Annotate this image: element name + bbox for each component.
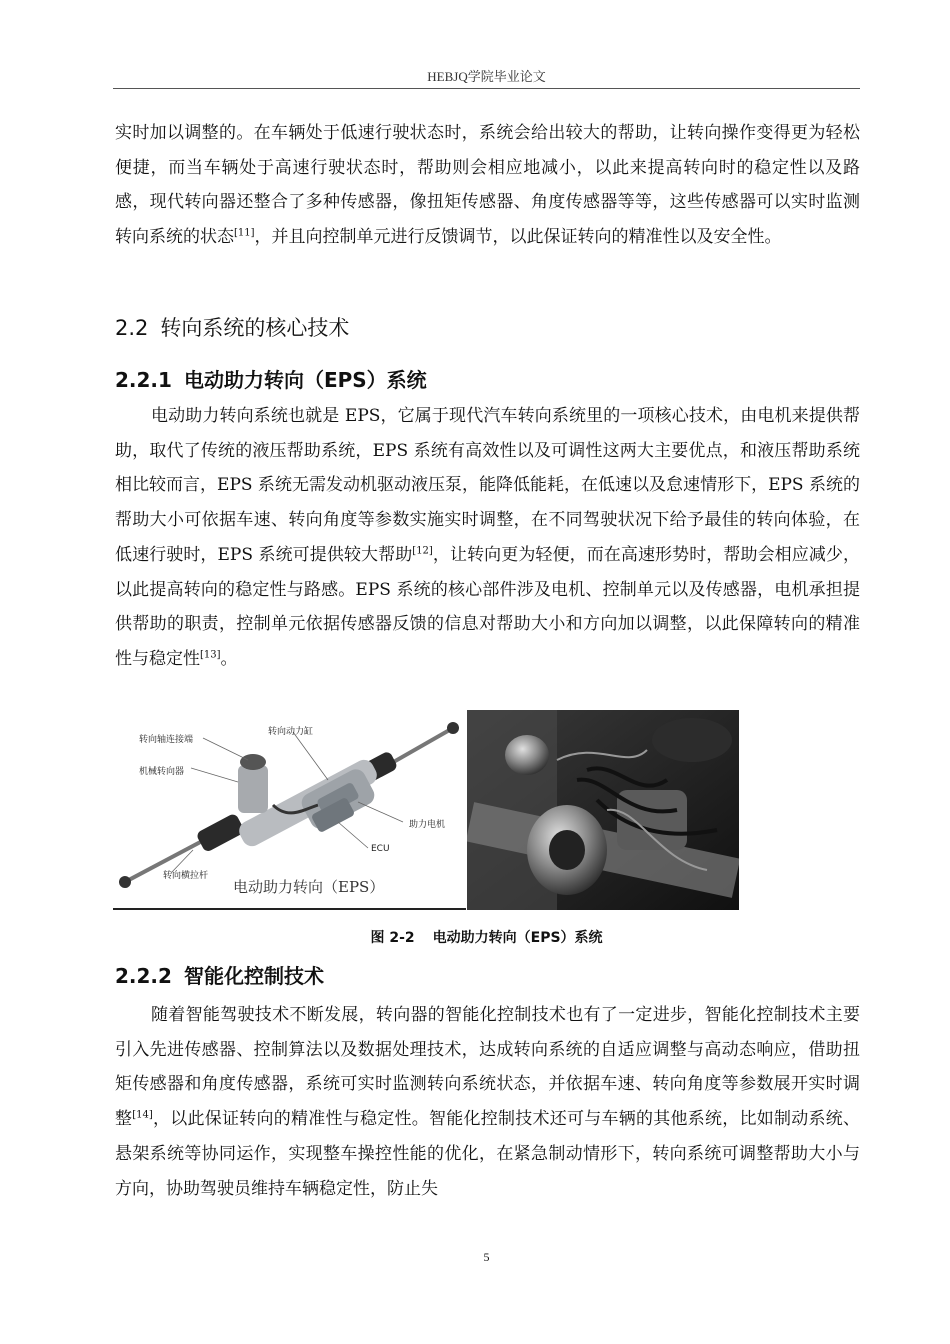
diagram-title: 电动助力转向（EPS） (233, 878, 385, 896)
section-number: 2.2 (115, 316, 149, 340)
figure-eps-diagram (113, 710, 466, 910)
paragraph-eps (115, 399, 860, 677)
caption-number: 图 2-2 (370, 930, 415, 946)
label-ecu: ECU (371, 844, 390, 854)
paragraph-text: 电动助力转向系统也就是 EPS，它属于现代汽车转向系统里的一项核心技术，由电机来提供帮助，取代了传统的液压帮助系统，EPS 系统有高效性以及可调性这两大主要优点，和液压帮助系统相比较而言，EPS 系统无需发动机驱动液压泵，能降低能耗，在低速以及怠速情形下，EPS 系统的帮助大小可依据车速、转向角度等参数实施实时调整，在不同驾驶状况下给予最佳的转向体验，在低速行驶时，EPS 系统可提供较大帮助 (115, 406, 860, 565)
section-heading-2-2-2 (115, 960, 324, 989)
page-number: 5 (483, 1250, 490, 1264)
label-power-cylinder: 转向动力缸 (268, 727, 314, 737)
paragraph-intelligent-control (115, 998, 860, 1206)
paragraph-text: 实时加以调整的。在车辆处于低速行驶状态时，系统会给出较大的帮助，让转向操作变得更为轻松便捷，而当车辆处于高速行驶状态时，帮助则会相应地减小，以此来提高转向时的稳定性以及路感，现代转向器还整合了多种传感器，像扭矩传感器、角度传感器等等，这些传感器可以实时监测转向系统的状态 (115, 123, 860, 248)
section-title: 电动助力转向（EPS）系统 (183, 368, 427, 392)
running-header: HEBJQ学院毕业论文 (427, 69, 546, 84)
eps-photo-illustration (467, 710, 739, 910)
figure-caption (113, 927, 860, 947)
caption-text: 电动助力转向（EPS）系统 (432, 930, 603, 946)
label-tie-rod: 转向横拉杆 (163, 871, 209, 881)
section-number: 2.2.2 (115, 964, 172, 988)
section-heading-2-2-1 (115, 364, 427, 393)
section-number: 2.2.1 (115, 368, 172, 392)
citation: [12] (412, 545, 433, 557)
paragraph-text: ，并且向控制单元进行反馈调节，以此保证转向的精准性以及安全性。 (254, 227, 782, 248)
citation: [11] (234, 227, 255, 239)
paragraph-text: 随着智能驾驶技术不断发展，转向器的智能化控制技术也有了一定进步，智能化控制技术主要引入先进传感器、控制算法以及数据处理技术，达成转向系统的自适应调整与高动态响应，借助扭矩传感器和角度传感器，系统可实时监测转向系统状态，并依据车速、转向角度等参数展开实时调整 (115, 1005, 860, 1130)
label-assist-motor: 助力电机 (409, 820, 446, 830)
figure-base-rule (113, 908, 466, 910)
section-title: 智能化控制技术 (183, 964, 324, 988)
section-heading-2-2 (115, 312, 349, 342)
paragraph-text: ，以此保证转向的精准性与稳定性。智能化控制技术还可与车辆的其他系统，比如制动系统、悬架系统等协同运作，实现整车操控性能的优化，在紧急制动情形下，转向系统可调整帮助大小与方向，协助驾驶员维持车辆稳定性，防止失 (115, 1109, 860, 1199)
citation: [14] (132, 1109, 153, 1121)
label-mechanical-steering: 机械转向器 (139, 767, 185, 777)
label-shaft-connector: 转向轴连接端 (139, 735, 194, 745)
citation: [13] (200, 649, 221, 661)
figure-eps-photo (467, 710, 739, 910)
header-rule (113, 88, 860, 89)
paragraph-text: 。 (220, 648, 238, 669)
section-title: 转向系统的核心技术 (160, 316, 350, 340)
paragraph-steering-adjustment (115, 116, 860, 255)
paragraph-text: ，让转向更为轻便，而在高速形势时，帮助会相应减少，以此提高转向的稳定性与路感。EPS 系统的核心部件涉及电机、控制单元以及传感器，电机承担提供帮助的职责，控制单元依据传感器反馈的信息对帮助大小和方向加以调整，以此保障转向的精准性与稳定性 (115, 544, 860, 669)
